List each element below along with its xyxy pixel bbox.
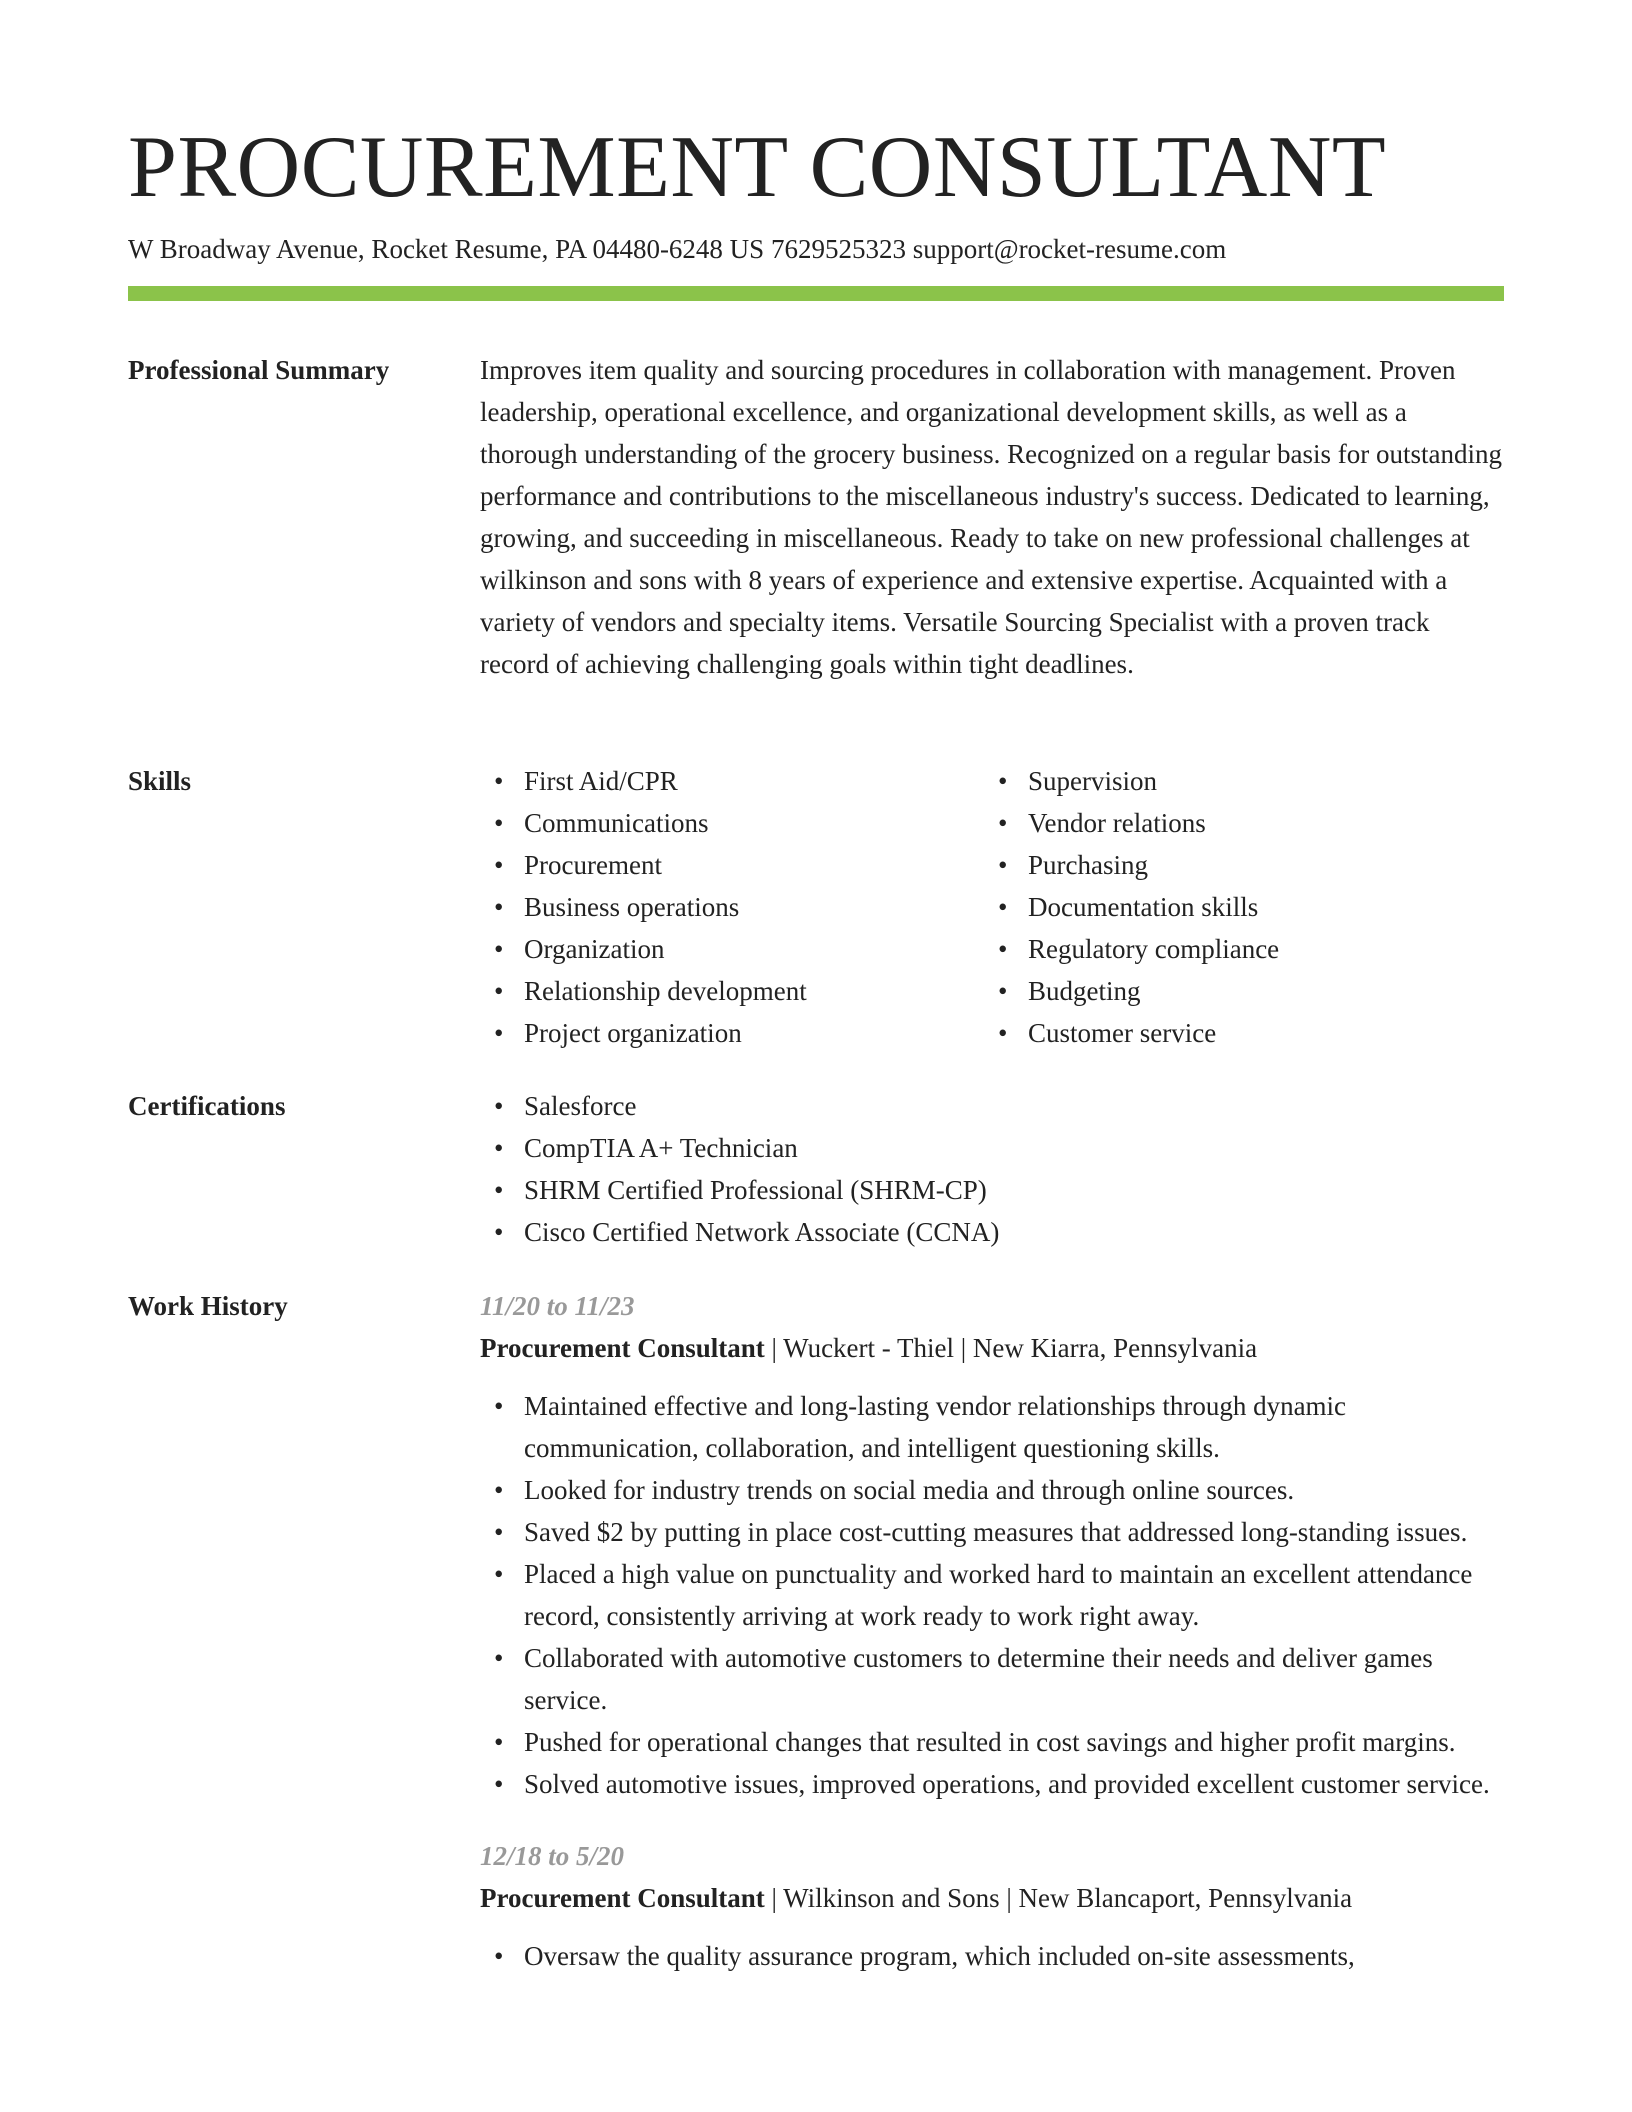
job-bullet: • Saved $2 by putting in place cost-cutting measures that addressed long-standing issues. <box>480 1511 1504 1553</box>
skill-item: • Relationship development <box>480 970 984 1012</box>
job-entry <box>480 1285 1504 1805</box>
skill-item: • First Aid/CPR <box>480 760 984 802</box>
job-entry <box>480 1835 1504 1977</box>
certification-item: • SHRM Certified Professional (SHRM-CP) <box>480 1169 1504 1211</box>
skills-section <box>480 760 1504 1054</box>
certification-item: • Salesforce <box>480 1085 1504 1127</box>
work-history-section <box>480 1285 1504 1977</box>
section-label-certifications: Certifications <box>128 1091 286 1121</box>
job-bullet: • Placed a high value on punctuality and worked hard to maintain an excellent attendance record, consistently arriving at work ready to work right away. <box>480 1553 1504 1637</box>
skill-item: • Documentation skills <box>984 886 1488 928</box>
skill-item: • Regulatory compliance <box>984 928 1488 970</box>
skills-list-right <box>984 760 1488 1054</box>
section-label-summary: Professional Summary <box>128 355 390 385</box>
job-bullet: • Collaborated with automotive customers to determine their needs and deliver games service. <box>480 1637 1504 1721</box>
job-title: Procurement Consultant <box>480 1883 765 1913</box>
contact-line: W Broadway Avenue, Rocket Resume, PA 04480-6248 US 7629525323 support@rocket-resume.com <box>128 234 1227 264</box>
job-bullet: • Oversaw the quality assurance program, which included on-site assessments, <box>480 1935 1504 1977</box>
skill-item: • Organization <box>480 928 984 970</box>
job-bullets <box>480 1935 1504 1977</box>
skill-item: • Purchasing <box>984 844 1488 886</box>
job-dates: 12/18 to 5/20 <box>480 1841 625 1871</box>
skill-item: • Budgeting <box>984 970 1488 1012</box>
skill-item: • Supervision <box>984 760 1488 802</box>
job-employer-location: | Wilkinson and Sons | New Blancaport, Pennsylvania <box>764 1883 1353 1913</box>
skill-item: • Business operations <box>480 886 984 928</box>
skill-item: • Vendor relations <box>984 802 1488 844</box>
job-dates: 11/20 to 11/23 <box>480 1291 635 1321</box>
job-bullet: • Solved automotive issues, improved operations, and provided excellent customer service. <box>480 1763 1504 1805</box>
skill-item: • Procurement <box>480 844 984 886</box>
section-label-work-history: Work History <box>128 1291 288 1321</box>
job-header <box>480 1327 1504 1369</box>
skills-list-left <box>480 760 984 1054</box>
certifications-list <box>480 1085 1504 1253</box>
skill-item: • Project organization <box>480 1012 984 1054</box>
summary-text: Improves item quality and sourcing procedures in collaboration with management. Proven leadership, operational excellence, and organizational development skills, as well as a thorough understanding of the grocery business. Recognized on a regular basis for outstanding performance and contributions to the miscellaneous industry's success. Dedicated to learning, growing, and succeeding in miscellaneous. Ready to take on new professional challenges at wilkinson and sons with 8 years of experience and extensive expertise. Acquainted with a variety of vendors and specialty items. Versatile Sourcing Specialist with a proven track record of achieving challenging goals within tight deadlines. <box>480 355 1503 679</box>
job-bullet: • Pushed for operational changes that resulted in cost savings and higher profit margins. <box>480 1721 1504 1763</box>
job-employer-location: | Wuckert - Thiel | New Kiarra, Pennsylvania <box>764 1333 1258 1363</box>
job-bullet: • Looked for industry trends on social media and through online sources. <box>480 1469 1504 1511</box>
job-bullets <box>480 1385 1504 1805</box>
section-label-skills: Skills <box>128 766 192 796</box>
skill-item: • Customer service <box>984 1012 1488 1054</box>
summary-section <box>480 349 1504 685</box>
job-title: Procurement Consultant <box>480 1333 765 1363</box>
job-bullet: • Maintained effective and long-lasting vendor relationships through dynamic communication, collaboration, and intelligent questioning skills. <box>480 1385 1504 1469</box>
certification-item: • CompTIA A+ Technician <box>480 1127 1504 1169</box>
resume-title: PROCUREMENT CONSULTANT <box>128 119 1387 216</box>
job-header <box>480 1877 1504 1919</box>
certification-item: • Cisco Certified Network Associate (CCNA) <box>480 1211 1504 1253</box>
skill-item: • Communications <box>480 802 984 844</box>
certifications-section <box>480 1085 1504 1253</box>
accent-divider <box>128 286 1504 301</box>
